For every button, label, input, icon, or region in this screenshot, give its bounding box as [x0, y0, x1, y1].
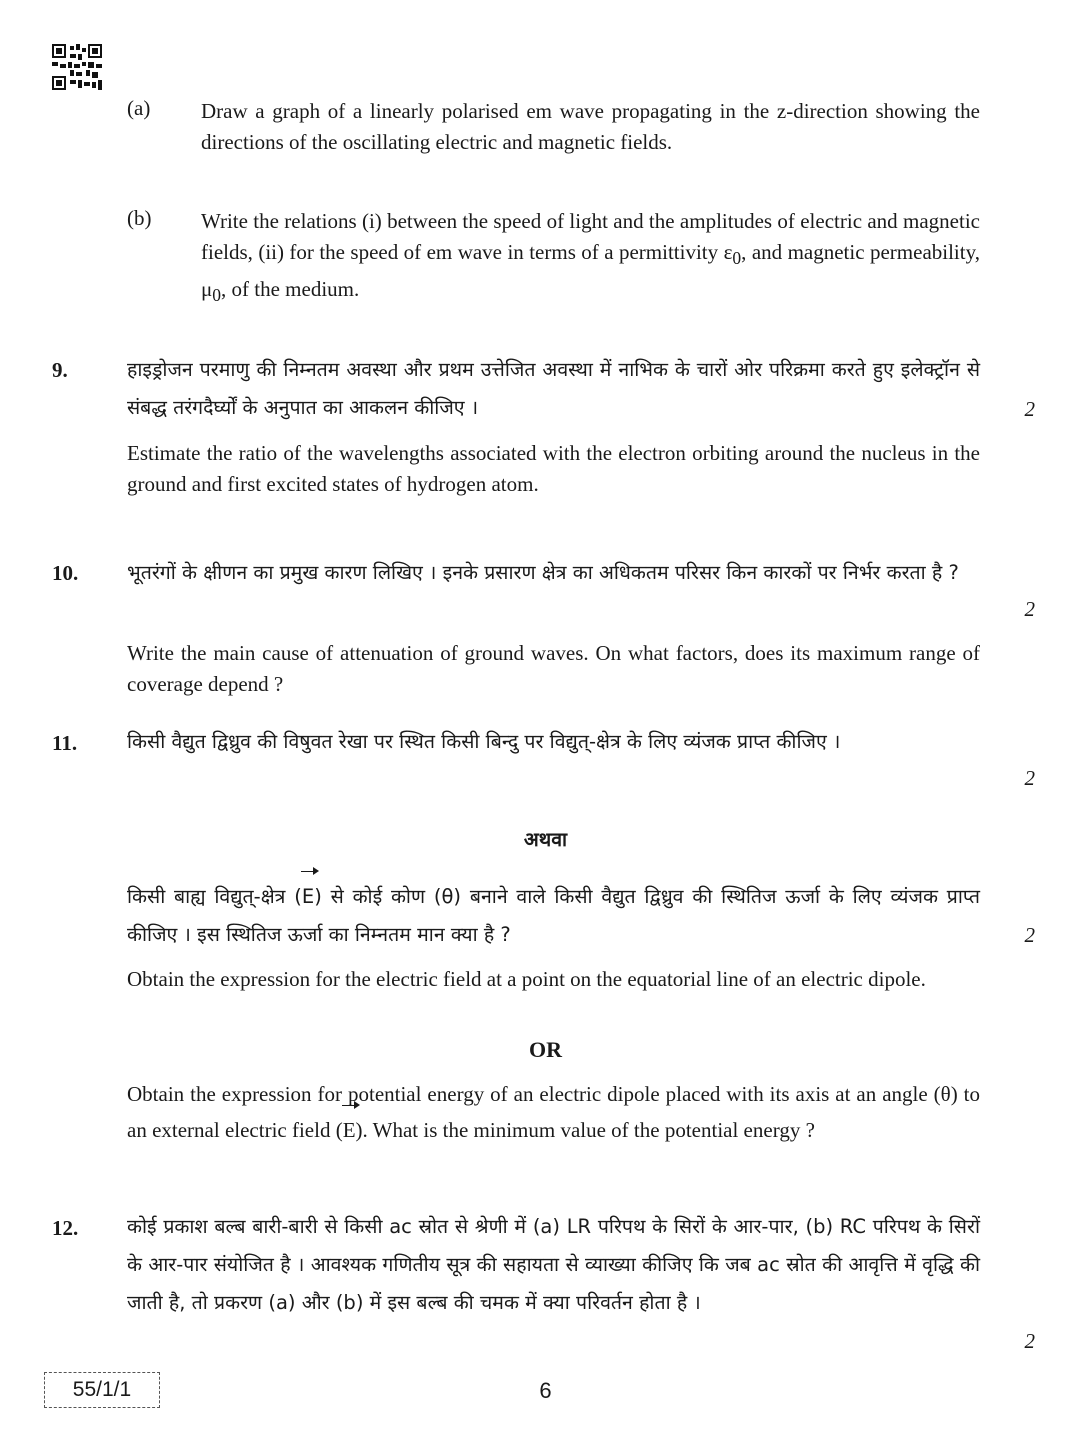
q11-alt-english-text: Obtain the expression for potential energy of an electric dipole placed with its axis at an angle (θ) to an external electric field (E). What is the minimum value of the potential energy ?	[127, 1076, 980, 1148]
q9-english-text: Estimate the ratio of the wavelengths associated with the electron orbiting around the nucleus in the ground and first excited states of hydrogen atom.	[127, 441, 980, 496]
q8-a-text: Draw a graph of a linearly polarised em wave propagating in the z-direction showing the directions of the oscillating electric and magnetic fields.	[201, 99, 980, 154]
q11-alt-marks: 2	[1024, 923, 1035, 947]
paper-code: 55/1/1	[44, 1372, 160, 1408]
q10-english-text: Write the main cause of attenuation of ground waves. On what factors, does its maximum range of coverage depend ?	[127, 641, 980, 696]
q9-marks: 2	[1024, 397, 1035, 421]
q11-english-text: Obtain the expression for the electric field at a point on the equatorial line of an electric dipole.	[127, 967, 926, 991]
q12-number: 12.	[52, 1216, 79, 1240]
q10-number: 10.	[52, 561, 79, 585]
q11-or-hindi: अथवा	[523, 828, 568, 851]
q11-or-english: OR	[529, 1037, 562, 1062]
q9-hindi-text: हाइड्रोजन परमाणु की निम्नतम अवस्था और प्रथम उत्तेजित अवस्था में नाभिक के चारों ओर परिक्रमा करते हुए इलेक्ट्रॉन से संबद्ध तरंगदैर्घ्यों के अनुपात का आकलन कीजिए ।	[127, 358, 980, 419]
q11-marks: 2	[1024, 766, 1035, 790]
q12-hindi-text: कोई प्रकाश बल्ब बारी-बारी से किसी ac स्रोत से श्रेणी में (a) LR परिपथ के सिरों के आर-पार, (b) RC परिपथ के सिरों के आर-पार संयोजित है । आवश्यक गणितीय सूत्र की सहायता से व्याख्या कीजिए कि जब ac स्रोत की आवृत्ति में वृद्धि की जाती है, तो प्रकरण (a) और (b) में इस बल्ब की चमक में क्या परिवर्तन होता है ।	[127, 1215, 980, 1314]
vector-e-symbol-en: E	[343, 1112, 356, 1148]
q10-marks: 2	[1024, 597, 1035, 621]
q12-marks: 2	[1024, 1329, 1035, 1353]
vector-e-symbol: E	[302, 878, 314, 916]
q10-hindi-text: भूतरंगों के क्षीणन का प्रमुख कारण लिखिए । इनके प्रसारण क्षेत्र का अधिकतम परिसर किन कारकों पर निर्भर करता है ?	[127, 561, 959, 584]
q11-number: 11.	[52, 731, 78, 755]
q8-b-label: (b)	[127, 206, 152, 230]
q8-a-label: (a)	[127, 96, 151, 120]
q8-b-text: Write the relations (i) between the speed of light and the amplitudes of electric and magnetic fields, (ii) for the speed of em wave in terms of a permittivity $\varepsilon_0$, and magnetic permeability, $\mu_0$, of the medium.	[201, 209, 980, 306]
qr-code-icon	[52, 44, 102, 90]
q11-alt-hindi-text: किसी बाह्य विद्युत्-क्षेत्र (E) से कोई कोण (θ) बनाने वाले किसी वैद्युत द्विध्रुव की स्थितिज ऊर्जा के लिए व्यंजक प्राप्त कीजिए । इस स्थितिज ऊर्जा का निम्नतम मान क्या है ?	[127, 878, 980, 954]
q11-hindi-text: किसी वैद्युत द्विध्रुव की विषुवत रेखा पर स्थित किसी बिन्दु पर विद्युत्-क्षेत्र के लिए व्यंजक प्राप्त कीजिए ।	[127, 730, 841, 753]
page-number: 6	[539, 1378, 552, 1403]
q9-number: 9.	[52, 358, 68, 382]
